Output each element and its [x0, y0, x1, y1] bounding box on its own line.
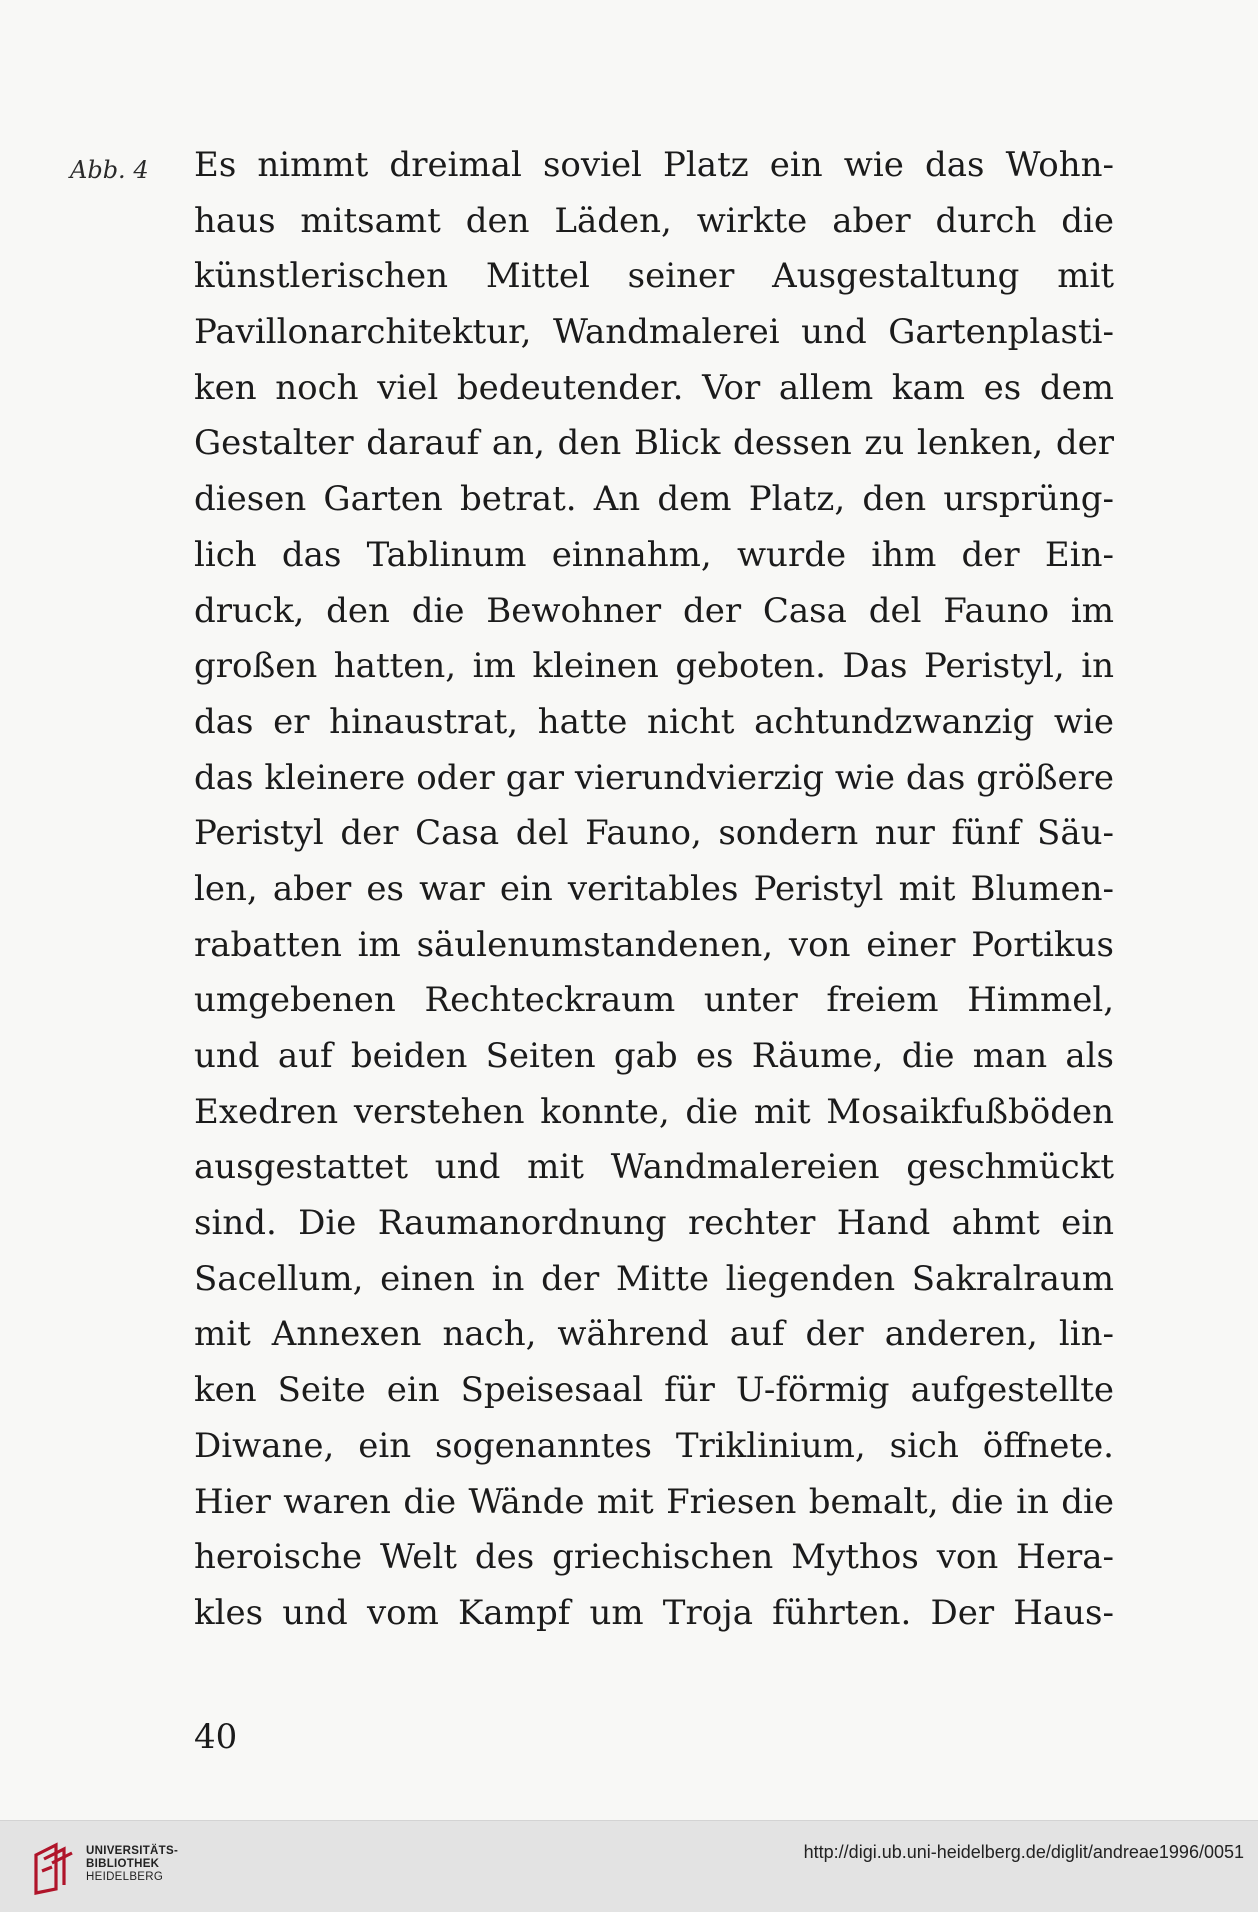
text-line: großen hatten, im kleinen geboten. Das Peristyl, in — [194, 646, 1114, 687]
text-line: Sacellum, einen in der Mitte liegenden Sakralraum — [194, 1258, 1114, 1299]
library-name — [86, 1845, 178, 1884]
library-name-line: UNIVERSITÄTS- — [86, 1845, 179, 1857]
text-line: umgebenen Rechteckraum unter freiem Himmel, — [194, 980, 1114, 1021]
text-line: ken Seite ein Speisesaal für U-förmig aufgestellte — [194, 1370, 1114, 1411]
text-line: mit Annexen nach, während auf der anderen, lin- — [194, 1314, 1114, 1355]
figure-reference: Abb. 4 — [70, 156, 149, 184]
text-line: rabatten im säulenumstandenen, von einer Portikus — [194, 924, 1114, 965]
text-line: kles und vom Kampf um Troja führten. Der Haus- — [194, 1592, 1114, 1633]
library-logo-icon — [30, 1841, 75, 1896]
text-line: und auf beiden Seiten gab es Räume, die man als — [194, 1036, 1114, 1076]
text-line: ken noch viel bedeutender. Vor allem kam es dem — [194, 367, 1114, 408]
text-line: Hier waren die Wände mit Friesen bemalt, die in die — [194, 1481, 1114, 1522]
text-line: Gestalter darauf an, den Blick dessen zu lenken, der — [194, 423, 1114, 464]
source-url-link[interactable]: http://digi.ub.uni-heidelberg.de/diglit/andreae1996/0051 — [803, 1842, 1244, 1862]
text-line: lich das Tablinum einnahm, wurde ihm der Ein- — [194, 534, 1114, 575]
text-line: Peristyl der Casa del Fauno, sondern nur fünf Säu- — [194, 813, 1114, 854]
page-number: 40 — [194, 1717, 238, 1757]
text-line: ausgestattet und mit Wandmalereien geschmückt — [194, 1147, 1114, 1188]
text-line: heroische Welt des griechischen Mythos von Hera- — [194, 1537, 1114, 1578]
text-line: Es nimmt dreimal soviel Platz ein wie das Wohn- — [194, 145, 1114, 185]
text-line: das kleinere oder gar vierundvierzig wie das größere — [194, 757, 1114, 798]
library-name-line: BIBLIOTHEK — [86, 1858, 160, 1870]
text-line: sind. Die Raumanordnung rechter Hand ahmt ein — [194, 1203, 1114, 1244]
body-text — [194, 138, 1114, 1642]
text-line: haus mitsamt den Läden, wirkte aber durch die — [194, 200, 1114, 241]
footer-bar — [0, 1820, 1258, 1912]
text-line: künstlerischen Mittel seiner Ausgestaltung mit — [194, 256, 1114, 297]
text-line: diesen Garten betrat. An dem Platz, den ursprüng- — [194, 479, 1114, 520]
text-line: das er hinaustrat, hatte nicht achtundzwanzig wie — [194, 701, 1114, 742]
text-line: Diwane, ein sogenanntes Triklinium, sich öffnete. — [194, 1425, 1114, 1466]
text-line: Pavillonarchitektur, Wandmalerei und Gartenplasti- — [194, 312, 1114, 353]
library-name-line: HEIDELBERG — [86, 1871, 164, 1883]
text-line: druck, den die Bewohner der Casa del Fauno im — [194, 590, 1114, 631]
text-line: Exedren verstehen konnte, die mit Mosaikfußböden — [194, 1091, 1114, 1132]
text-line: len, aber es war ein veritables Peristyl mit Blumen- — [194, 868, 1114, 909]
